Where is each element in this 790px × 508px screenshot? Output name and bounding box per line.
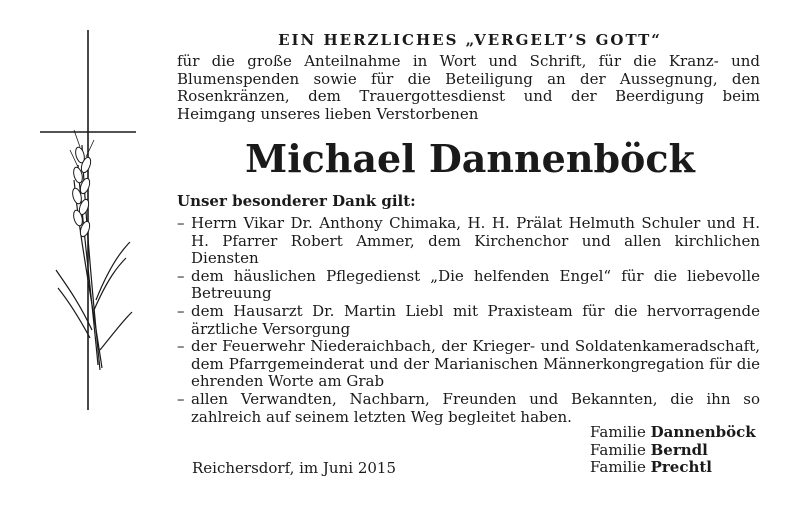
- thanks-text: Herrn Vikar Dr. Anthony Chimaka, H. H. Prälat Helmuth Schuler und H. H. Pfarrer Robert Ammer, dem Kirchenchor und allen kirchlichen Diensten: [191, 214, 760, 268]
- dash: –: [177, 214, 185, 232]
- family-prefix: Familie: [590, 423, 646, 441]
- list-item: [177, 391, 760, 426]
- thanks-text: dem Hausarzt Dr. Martin Liebl mit Praxisteam für die hervorragende ärztliche Versorgung: [191, 301, 760, 338]
- family-signatures: [590, 424, 756, 477]
- thanks-heading: Unser besonderer Dank gilt:: [177, 192, 416, 210]
- list-item: [177, 268, 760, 303]
- family-name: Prechtl: [650, 458, 713, 476]
- family-line: [590, 459, 756, 477]
- cross-with-wheat-icon: [38, 30, 148, 410]
- intro-paragraph: für die große Anteilnahme in Wort und Schrift, für die Kranz- und Blumenspenden sowie für die Beteiligung an der Aussegnung, den Rosenkränzen, dem Trauergottesdienst und der Beerdigung beim Heimgang unseres lieben Verstorbenen: [177, 52, 760, 123]
- thanks-text: dem häuslichen Pflegedienst „Die helfenden Engel“ für die liebevolle Betreuung: [191, 266, 760, 303]
- dash: –: [177, 389, 185, 408]
- thanks-text: allen Verwandten, Nachbarn, Freunden und Bekannten, die ihn so zahlreich auf seinem letzten Weg begleitet haben.: [191, 389, 760, 426]
- family-prefix: Familie: [590, 440, 646, 459]
- thanks-text: der Feuerwehr Niederaichbach, der Krieger- und Soldatenkameradschaft, dem Pfarrgemeinderat und der Marianischen Männerkongregation für die ehrenden Worte am Grab: [191, 337, 760, 391]
- list-item: [177, 338, 760, 391]
- family-name: Berndl: [650, 440, 708, 459]
- dash: –: [177, 301, 185, 320]
- notice-heading: EIN HERZLICHES „VERGELT’S GOTT“: [278, 31, 662, 49]
- dash: –: [177, 337, 185, 356]
- deceased-name: Michael Dannenböck: [245, 136, 695, 181]
- list-item: [177, 215, 760, 268]
- place-date: Reichersdorf, im Juni 2015: [192, 459, 396, 477]
- family-line: [590, 424, 756, 442]
- dash: –: [177, 266, 185, 285]
- family-name: Dannenböck: [650, 423, 756, 441]
- family-prefix: Familie: [590, 458, 646, 476]
- list-item: [177, 303, 760, 338]
- thanks-list: [177, 215, 760, 426]
- family-line: [590, 442, 756, 460]
